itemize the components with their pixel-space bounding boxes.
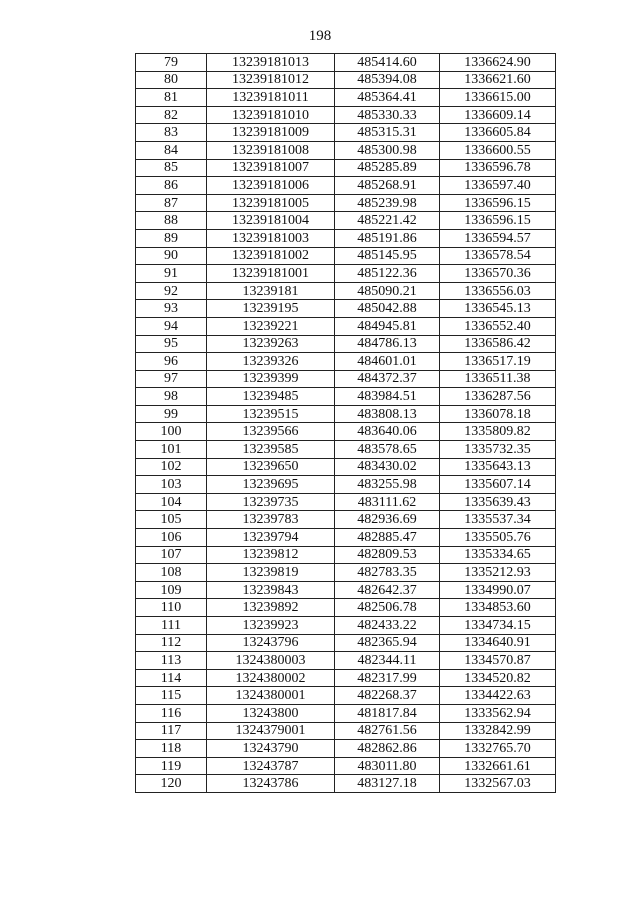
point-id-cell: 13239263 <box>207 335 335 353</box>
x-coordinate-cell: 483984.51 <box>335 388 440 406</box>
table-row <box>136 265 556 283</box>
y-coordinate-cell: 1332567.03 <box>440 775 556 793</box>
point-id-cell: 13239650 <box>207 458 335 476</box>
x-coordinate-cell: 481817.84 <box>335 704 440 722</box>
table-row <box>136 704 556 722</box>
point-id-cell: 13243790 <box>207 740 335 758</box>
y-coordinate-cell: 1335809.82 <box>440 423 556 441</box>
point-id-cell: 13239892 <box>207 599 335 617</box>
point-id-cell: 1324379001 <box>207 722 335 740</box>
point-number-cell: 82 <box>136 106 207 124</box>
x-coordinate-cell: 482862.86 <box>335 740 440 758</box>
y-coordinate-cell: 1336545.13 <box>440 300 556 318</box>
y-coordinate-cell: 1335334.65 <box>440 546 556 564</box>
point-number-cell: 93 <box>136 300 207 318</box>
y-coordinate-cell: 1336596.15 <box>440 212 556 230</box>
x-coordinate-cell: 482344.11 <box>335 652 440 670</box>
y-coordinate-cell: 1336596.78 <box>440 159 556 177</box>
page-number: 198 <box>308 28 332 44</box>
point-number-cell: 95 <box>136 335 207 353</box>
table-row <box>136 529 556 547</box>
point-id-cell: 13239181008 <box>207 141 335 159</box>
x-coordinate-cell: 485221.42 <box>335 212 440 230</box>
table-row <box>136 652 556 670</box>
point-number-cell: 106 <box>136 529 207 547</box>
y-coordinate-cell: 1334990.07 <box>440 581 556 599</box>
point-id-cell: 13239195 <box>207 300 335 318</box>
point-id-cell: 13239181004 <box>207 212 335 230</box>
table-row <box>136 740 556 758</box>
y-coordinate-cell: 1334640.91 <box>440 634 556 652</box>
table-row <box>136 757 556 775</box>
point-id-cell: 13243786 <box>207 775 335 793</box>
table-row <box>136 775 556 793</box>
point-id-cell: 13239566 <box>207 423 335 441</box>
table-row <box>136 71 556 89</box>
table-row <box>136 669 556 687</box>
point-number-cell: 117 <box>136 722 207 740</box>
x-coordinate-cell: 485090.21 <box>335 282 440 300</box>
point-number-cell: 120 <box>136 775 207 793</box>
x-coordinate-cell: 485315.31 <box>335 124 440 142</box>
x-coordinate-cell: 485042.88 <box>335 300 440 318</box>
point-id-cell: 13239812 <box>207 546 335 564</box>
point-number-cell: 91 <box>136 265 207 283</box>
point-id-cell: 13239794 <box>207 529 335 547</box>
x-coordinate-cell: 482936.69 <box>335 511 440 529</box>
y-coordinate-cell: 1336600.55 <box>440 141 556 159</box>
y-coordinate-cell: 1334734.15 <box>440 617 556 635</box>
x-coordinate-cell: 485364.41 <box>335 89 440 107</box>
point-number-cell: 102 <box>136 458 207 476</box>
x-coordinate-cell: 485268.91 <box>335 177 440 195</box>
coordinates-table <box>135 53 556 793</box>
x-coordinate-cell: 483578.65 <box>335 441 440 459</box>
y-coordinate-cell: 1334422.63 <box>440 687 556 705</box>
point-id-cell: 13239399 <box>207 370 335 388</box>
point-id-cell: 13243800 <box>207 704 335 722</box>
y-coordinate-cell: 1336287.56 <box>440 388 556 406</box>
point-number-cell: 101 <box>136 441 207 459</box>
point-id-cell: 13239923 <box>207 617 335 635</box>
point-id-cell: 13239515 <box>207 405 335 423</box>
y-coordinate-cell: 1336556.03 <box>440 282 556 300</box>
table-row <box>136 388 556 406</box>
point-number-cell: 119 <box>136 757 207 775</box>
x-coordinate-cell: 482809.53 <box>335 546 440 564</box>
y-coordinate-cell: 1334570.87 <box>440 652 556 670</box>
point-number-cell: 113 <box>136 652 207 670</box>
x-coordinate-cell: 485330.33 <box>335 106 440 124</box>
point-number-cell: 112 <box>136 634 207 652</box>
y-coordinate-cell: 1336078.18 <box>440 405 556 423</box>
x-coordinate-cell: 484786.13 <box>335 335 440 353</box>
x-coordinate-cell: 483808.13 <box>335 405 440 423</box>
x-coordinate-cell: 482317.99 <box>335 669 440 687</box>
point-number-cell: 107 <box>136 546 207 564</box>
y-coordinate-cell: 1335643.13 <box>440 458 556 476</box>
table-row <box>136 458 556 476</box>
y-coordinate-cell: 1336621.60 <box>440 71 556 89</box>
point-id-cell: 13239181003 <box>207 229 335 247</box>
point-number-cell: 86 <box>136 177 207 195</box>
table-row <box>136 212 556 230</box>
point-id-cell: 13239181011 <box>207 89 335 107</box>
y-coordinate-cell: 1336578.54 <box>440 247 556 265</box>
point-number-cell: 111 <box>136 617 207 635</box>
y-coordinate-cell: 1335537.34 <box>440 511 556 529</box>
y-coordinate-cell: 1334520.82 <box>440 669 556 687</box>
point-number-cell: 114 <box>136 669 207 687</box>
y-coordinate-cell: 1336570.36 <box>440 265 556 283</box>
point-id-cell: 13239326 <box>207 353 335 371</box>
point-id-cell: 13239181006 <box>207 177 335 195</box>
point-number-cell: 90 <box>136 247 207 265</box>
point-id-cell: 1324380003 <box>207 652 335 670</box>
y-coordinate-cell: 1336597.40 <box>440 177 556 195</box>
y-coordinate-cell: 1336624.90 <box>440 54 556 72</box>
table-row <box>136 124 556 142</box>
table-row <box>136 141 556 159</box>
point-number-cell: 98 <box>136 388 207 406</box>
point-id-cell: 13239221 <box>207 317 335 335</box>
y-coordinate-cell: 1334853.60 <box>440 599 556 617</box>
y-coordinate-cell: 1336594.57 <box>440 229 556 247</box>
point-id-cell: 13239181013 <box>207 54 335 72</box>
point-id-cell: 13239181 <box>207 282 335 300</box>
point-number-cell: 103 <box>136 476 207 494</box>
x-coordinate-cell: 482783.35 <box>335 564 440 582</box>
point-id-cell: 13243796 <box>207 634 335 652</box>
table-row <box>136 229 556 247</box>
point-number-cell: 85 <box>136 159 207 177</box>
x-coordinate-cell: 482365.94 <box>335 634 440 652</box>
point-number-cell: 100 <box>136 423 207 441</box>
x-coordinate-cell: 482885.47 <box>335 529 440 547</box>
table-row <box>136 511 556 529</box>
y-coordinate-cell: 1333562.94 <box>440 704 556 722</box>
point-id-cell: 13239585 <box>207 441 335 459</box>
y-coordinate-cell: 1335212.93 <box>440 564 556 582</box>
point-number-cell: 81 <box>136 89 207 107</box>
table-row <box>136 194 556 212</box>
x-coordinate-cell: 482506.78 <box>335 599 440 617</box>
x-coordinate-cell: 482642.37 <box>335 581 440 599</box>
x-coordinate-cell: 485285.89 <box>335 159 440 177</box>
y-coordinate-cell: 1332765.70 <box>440 740 556 758</box>
table-row <box>136 546 556 564</box>
point-id-cell: 13239181007 <box>207 159 335 177</box>
y-coordinate-cell: 1336517.19 <box>440 353 556 371</box>
point-id-cell: 13239181005 <box>207 194 335 212</box>
x-coordinate-cell: 485122.36 <box>335 265 440 283</box>
point-number-cell: 92 <box>136 282 207 300</box>
point-number-cell: 84 <box>136 141 207 159</box>
point-number-cell: 110 <box>136 599 207 617</box>
point-number-cell: 94 <box>136 317 207 335</box>
x-coordinate-cell: 482268.37 <box>335 687 440 705</box>
x-coordinate-cell: 485394.08 <box>335 71 440 89</box>
y-coordinate-cell: 1336596.15 <box>440 194 556 212</box>
table-row <box>136 476 556 494</box>
point-number-cell: 104 <box>136 493 207 511</box>
y-coordinate-cell: 1336609.14 <box>440 106 556 124</box>
table-row <box>136 722 556 740</box>
point-number-cell: 89 <box>136 229 207 247</box>
x-coordinate-cell: 484372.37 <box>335 370 440 388</box>
x-coordinate-cell: 485145.95 <box>335 247 440 265</box>
table-row <box>136 247 556 265</box>
y-coordinate-cell: 1336586.42 <box>440 335 556 353</box>
point-number-cell: 97 <box>136 370 207 388</box>
x-coordinate-cell: 483430.02 <box>335 458 440 476</box>
table-row <box>136 89 556 107</box>
point-number-cell: 79 <box>136 54 207 72</box>
table-row <box>136 54 556 72</box>
point-id-cell: 13239181010 <box>207 106 335 124</box>
point-number-cell: 99 <box>136 405 207 423</box>
point-id-cell: 13243787 <box>207 757 335 775</box>
point-number-cell: 115 <box>136 687 207 705</box>
table-row <box>136 159 556 177</box>
table-row <box>136 335 556 353</box>
y-coordinate-cell: 1336552.40 <box>440 317 556 335</box>
point-number-cell: 87 <box>136 194 207 212</box>
point-id-cell: 13239783 <box>207 511 335 529</box>
x-coordinate-cell: 484601.01 <box>335 353 440 371</box>
point-number-cell: 83 <box>136 124 207 142</box>
y-coordinate-cell: 1336605.84 <box>440 124 556 142</box>
table-row <box>136 634 556 652</box>
point-id-cell: 13239819 <box>207 564 335 582</box>
x-coordinate-cell: 482761.56 <box>335 722 440 740</box>
x-coordinate-cell: 483011.80 <box>335 757 440 775</box>
point-id-cell: 13239485 <box>207 388 335 406</box>
y-coordinate-cell: 1332842.99 <box>440 722 556 740</box>
table-body <box>136 54 556 793</box>
point-id-cell: 13239735 <box>207 493 335 511</box>
x-coordinate-cell: 483111.62 <box>335 493 440 511</box>
point-id-cell: 1324380001 <box>207 687 335 705</box>
table-row <box>136 405 556 423</box>
y-coordinate-cell: 1335505.76 <box>440 529 556 547</box>
point-number-cell: 88 <box>136 212 207 230</box>
table-row <box>136 370 556 388</box>
point-number-cell: 96 <box>136 353 207 371</box>
table-row <box>136 441 556 459</box>
point-number-cell: 109 <box>136 581 207 599</box>
x-coordinate-cell: 483255.98 <box>335 476 440 494</box>
point-number-cell: 105 <box>136 511 207 529</box>
y-coordinate-cell: 1335607.14 <box>440 476 556 494</box>
y-coordinate-cell: 1335639.43 <box>440 493 556 511</box>
point-id-cell: 1324380002 <box>207 669 335 687</box>
x-coordinate-cell: 485300.98 <box>335 141 440 159</box>
table-row <box>136 177 556 195</box>
y-coordinate-cell: 1335732.35 <box>440 441 556 459</box>
table-row <box>136 423 556 441</box>
table-row <box>136 617 556 635</box>
table-row <box>136 300 556 318</box>
point-id-cell: 13239181001 <box>207 265 335 283</box>
y-coordinate-cell: 1332661.61 <box>440 757 556 775</box>
x-coordinate-cell: 484945.81 <box>335 317 440 335</box>
x-coordinate-cell: 485191.86 <box>335 229 440 247</box>
table-row <box>136 106 556 124</box>
point-number-cell: 108 <box>136 564 207 582</box>
point-id-cell: 13239181009 <box>207 124 335 142</box>
x-coordinate-cell: 482433.22 <box>335 617 440 635</box>
table-row <box>136 564 556 582</box>
point-number-cell: 118 <box>136 740 207 758</box>
y-coordinate-cell: 1336511.38 <box>440 370 556 388</box>
table-row <box>136 581 556 599</box>
point-id-cell: 13239695 <box>207 476 335 494</box>
point-id-cell: 13239181012 <box>207 71 335 89</box>
x-coordinate-cell: 483127.18 <box>335 775 440 793</box>
x-coordinate-cell: 485414.60 <box>335 54 440 72</box>
table-row <box>136 493 556 511</box>
x-coordinate-cell: 485239.98 <box>335 194 440 212</box>
x-coordinate-cell: 483640.06 <box>335 423 440 441</box>
table-row <box>136 282 556 300</box>
table-row <box>136 317 556 335</box>
table-row <box>136 353 556 371</box>
point-id-cell: 13239843 <box>207 581 335 599</box>
table-row <box>136 599 556 617</box>
point-id-cell: 13239181002 <box>207 247 335 265</box>
y-coordinate-cell: 1336615.00 <box>440 89 556 107</box>
table-row <box>136 687 556 705</box>
point-number-cell: 80 <box>136 71 207 89</box>
point-number-cell: 116 <box>136 704 207 722</box>
